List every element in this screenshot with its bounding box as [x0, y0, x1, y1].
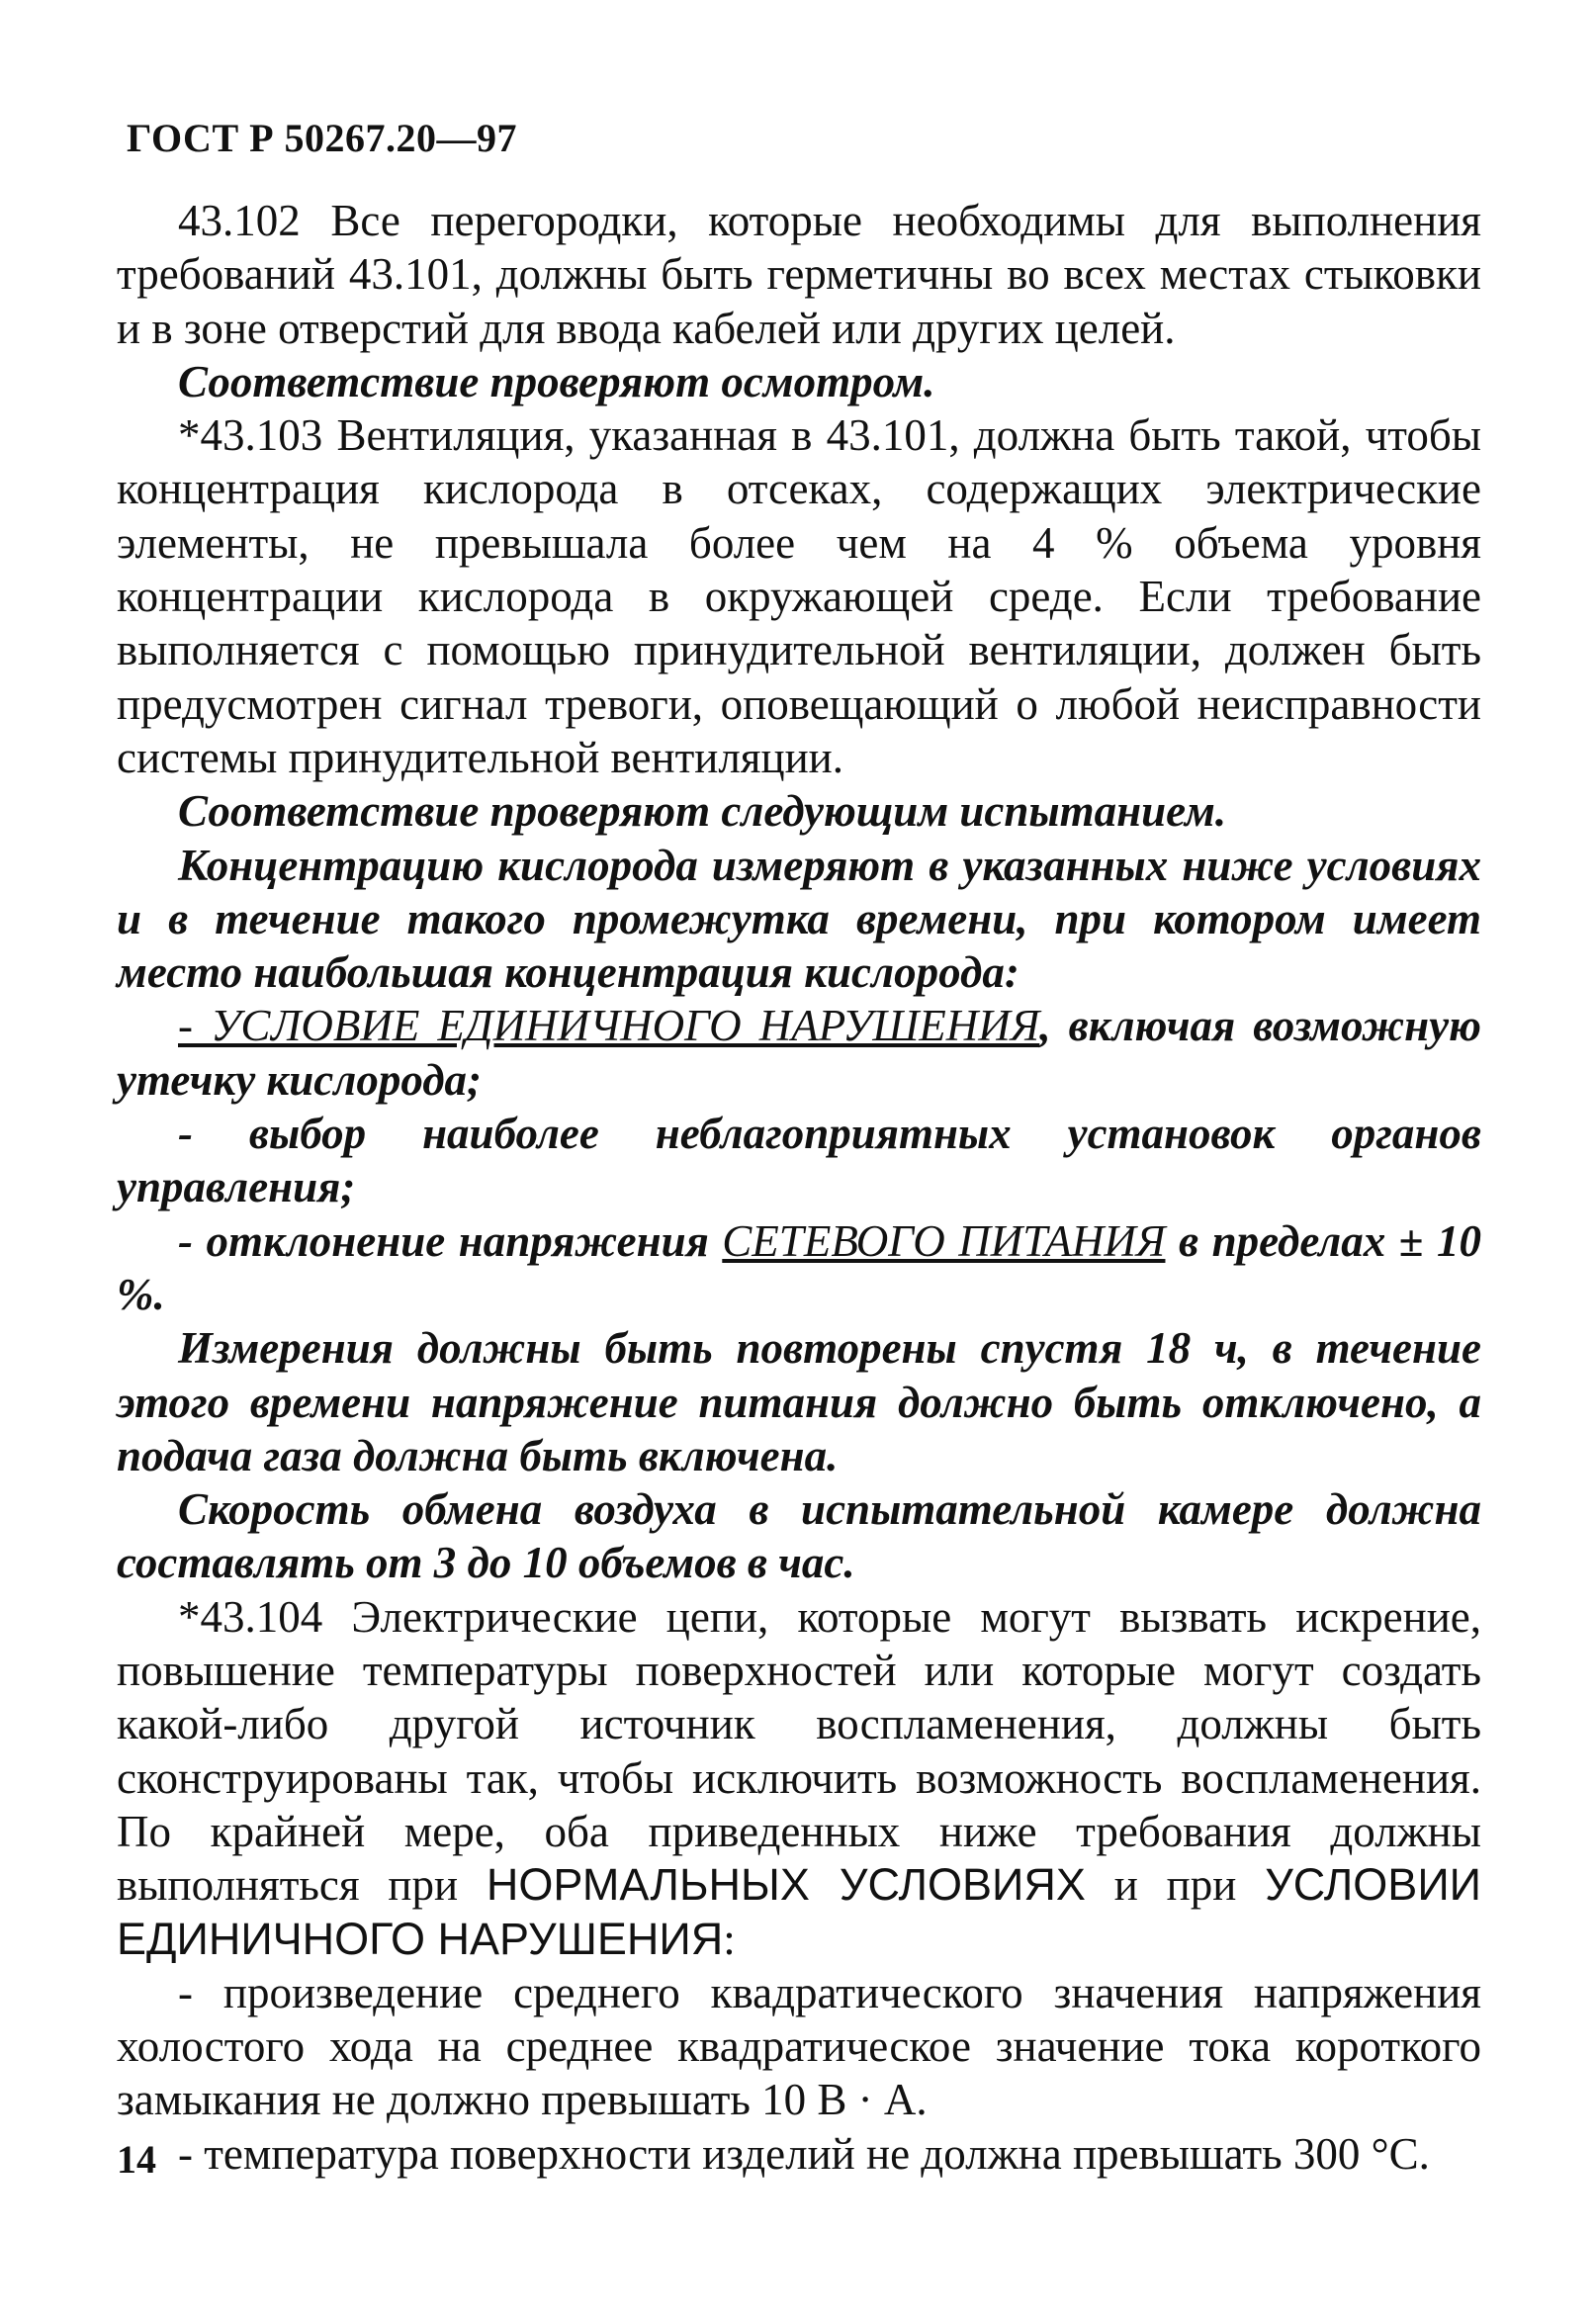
paragraph-43-102: 43.102 Все перегородки, которые необходимы для выполнения требований 43.101, должны быть герметичны во всех местах стыковки и в зоне отверстий для ввода кабелей или других целей. [117, 196, 1481, 353]
paragraph-43-104-mid: и при [1085, 1860, 1266, 1911]
oxygen-measurement-conditions: Концентрацию кислорода измеряют в указанных ниже условиях и в течение такого промежутка времени, при котором имеет место наибольшая концентрация кислорода: [117, 840, 1481, 998]
term-normal-conditions: НОРМАЛЬНЫХ УСЛОВИЯХ [486, 1859, 1086, 1911]
term-single-fault-condition: - УСЛОВИЕ ЕДИНИЧНОГО НАРУШЕНИЯ [178, 1001, 1040, 1051]
paragraph-43-104-prefix: *43.104 Электрические цепи, которые могут вызвать искрение, повышение температуры поверхностей или которые могут создать какой-либо другой источник воспламенения, должны быть сконструированы так, чтобы исключить возможность воспламенения. По крайней мере, оба приведенных ниже требования должны выполняться при [117, 1591, 1481, 1911]
compliance-check-inspection: Соответствие проверяют осмотром. [178, 356, 935, 406]
compliance-check-test: Соответствие проверяют следующим испытанием. [178, 786, 1227, 837]
requirement-surface-temperature: - температура поверхности изделий не должна превышать 300 °С. [178, 2128, 1430, 2179]
condition-voltage-deviation [117, 1214, 1481, 1322]
page-number: 14 [117, 2137, 156, 2182]
term-single-fault: УСЛОВИИ ЕДИНИЧНОГО НАРУШЕНИЯ [117, 1859, 1482, 1964]
condition-single-fault-text: , включая возможную утечку кислорода; [117, 1001, 1481, 1105]
paragraph-43-103: *43.103 Вентиляция, указанная в 43.101, должна быть такой, чтобы концентрация кислорода в отсеках, содержащих электрические элементы, не превышала более чем на 4 % объема уровня концентрации кислорода в окружающей среде. Если требование выполняется с помощью принудительной вентиляции, должен быть предусмотрен сигнал тревоги, оповещающий о любой неисправности системы принудительной вентиляции. [117, 410, 1481, 782]
paragraph-43-104 [117, 1590, 1481, 1966]
document-body [117, 194, 1481, 2181]
condition-voltage-deviation-prefix: - отклонение напряжения [178, 1215, 723, 1266]
measurement-repeat-note: Измерения должны быть повторены спустя 18 ч, в течение этого времени напряжение питания должно быть отключено, а подача газа должна быть включена. [117, 1323, 1481, 1480]
document-code-header: ГОСТ Р 50267.20—97 [127, 116, 518, 160]
term-mains-supply: СЕТЕВОГО ПИТАНИЯ [722, 1215, 1166, 1266]
requirement-voltage-current-product: - произведение среднего квадратического значения напряжения холостого хода на среднее квадратическое значение тока короткого замыкания не должно превышать 10 В · А. [117, 1967, 1481, 2125]
condition-voltage-deviation-text: в пределах ± 10 %. [117, 1215, 1481, 1319]
air-exchange-rate-note: Скорость обмена воздуха в испытательной камере должна составлять от 3 до 10 объемов в час. [117, 1484, 1481, 1588]
paragraph-43-104-end: : [723, 1914, 736, 1964]
condition-control-settings: - выбор наиболее неблагоприятных установок органов управления; [117, 1109, 1481, 1212]
condition-single-fault [117, 999, 1481, 1107]
